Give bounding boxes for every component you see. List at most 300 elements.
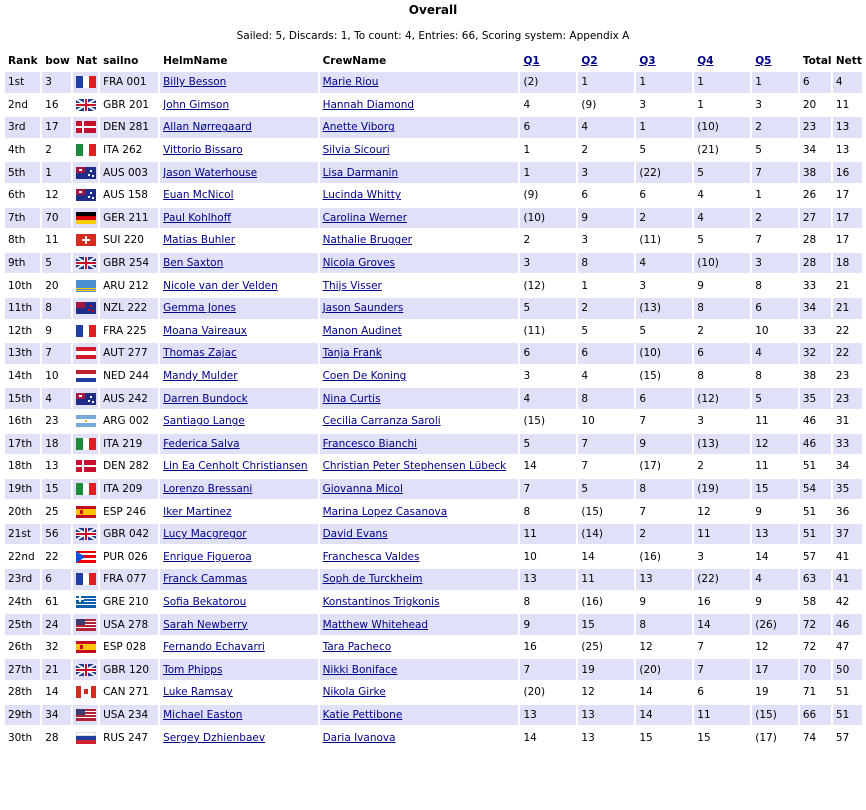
- helm-cell: [160, 614, 317, 635]
- sailno-cell: GRE 210: [100, 592, 158, 613]
- total-cell: 33: [800, 275, 831, 296]
- helm-name-link[interactable]: Tom Phipps: [163, 663, 223, 676]
- crew-name-link[interactable]: Christian Peter Stephensen Lübeck: [322, 460, 507, 473]
- helm-name-link[interactable]: Matias Buhler: [163, 234, 236, 247]
- crew-cell: [320, 727, 519, 748]
- q3-score: 3: [636, 275, 692, 296]
- col-q4-header[interactable]: [694, 52, 750, 70]
- esp-flag-icon: [76, 506, 96, 518]
- crew-name-link[interactable]: Nikki Boniface: [322, 663, 398, 676]
- q2-score: 19: [578, 659, 634, 680]
- helm-name-link[interactable]: Jason Waterhouse: [163, 166, 258, 179]
- q5-score: 12: [752, 434, 798, 455]
- table-row: [5, 298, 862, 319]
- table-row: [5, 253, 862, 274]
- nat-cell: [73, 727, 98, 748]
- table-row: [5, 162, 862, 183]
- helm-cell: [160, 727, 317, 748]
- q1-score: 7: [520, 659, 576, 680]
- nett-cell: 36: [833, 501, 862, 522]
- q1-score: (2): [520, 72, 576, 93]
- gbr-flag-icon: [76, 528, 96, 540]
- helm-cell: [160, 343, 317, 364]
- total-cell: 35: [800, 388, 831, 409]
- helm-cell: [160, 705, 317, 726]
- nat-cell: [73, 682, 98, 703]
- rank-cell: 11th: [5, 298, 40, 319]
- usa-flag-icon: [76, 709, 96, 721]
- nett-cell: 17: [833, 208, 862, 229]
- helm-name-link[interactable]: Sofia Bekatorou: [163, 595, 247, 608]
- nat-cell: [73, 388, 98, 409]
- nat-cell: [73, 117, 98, 138]
- helm-name-link[interactable]: Lucy Macgregor: [163, 528, 247, 541]
- crew-name-link[interactable]: Franchesca Valdes: [322, 550, 420, 563]
- q1-score: 5: [520, 434, 576, 455]
- q4-score: (22): [694, 569, 750, 590]
- helm-name-link[interactable]: Fernando Echavarri: [163, 641, 265, 654]
- esp-flag-icon: [76, 641, 96, 653]
- sailno-cell: ARG 002: [100, 411, 158, 432]
- helm-name-link[interactable]: Allan Nørregaard: [163, 121, 252, 134]
- nett-cell: 21: [833, 298, 862, 319]
- q3-score: 5: [636, 321, 692, 342]
- crew-cell: [320, 185, 519, 206]
- fra-flag-icon: [76, 325, 96, 337]
- helm-name-link[interactable]: Federica Salva: [163, 437, 240, 450]
- helm-name-link[interactable]: Mandy Mulder: [163, 370, 238, 383]
- bow-cell: 20: [42, 275, 71, 296]
- sailno-cell: NZL 222: [100, 298, 158, 319]
- bow-cell: 70: [42, 208, 71, 229]
- q4-score: 6: [694, 682, 750, 703]
- sailno-cell: USA 234: [100, 705, 158, 726]
- q3-score: 8: [636, 479, 692, 500]
- bow-cell: 24: [42, 614, 71, 635]
- q2-score: 9: [578, 208, 634, 229]
- q4-score: (19): [694, 479, 750, 500]
- bow-cell: 13: [42, 456, 71, 477]
- helm-cell: [160, 275, 317, 296]
- crew-name-link[interactable]: Nina Curtis: [322, 392, 381, 405]
- helm-name-link[interactable]: Lin Ea Cenholt Christiansen: [163, 460, 308, 473]
- q3-score: (10): [636, 343, 692, 364]
- table-row: [5, 524, 862, 545]
- bow-cell: 22: [42, 546, 71, 567]
- q4-score: (10): [694, 117, 750, 138]
- q3-score: 4: [636, 253, 692, 274]
- q5-score: 17: [752, 659, 798, 680]
- q3-score: 1: [636, 72, 692, 93]
- crew-name-link[interactable]: Coen De Koning: [322, 370, 407, 383]
- helm-cell: [160, 185, 317, 206]
- q5-score: 13: [752, 524, 798, 545]
- nat-cell: [73, 162, 98, 183]
- crew-cell: [320, 230, 519, 251]
- ned-flag-icon: [76, 370, 96, 382]
- nat-cell: [73, 95, 98, 116]
- crew-cell: [320, 208, 519, 229]
- rank-cell: 23rd: [5, 569, 40, 590]
- sailno-cell: FRA 001: [100, 72, 158, 93]
- sailno-cell: GER 211: [100, 208, 158, 229]
- q3-score: 1: [636, 117, 692, 138]
- helm-name-link[interactable]: Ben Saxton: [163, 257, 224, 270]
- helm-name-link[interactable]: Billy Besson: [163, 76, 227, 89]
- crew-cell: [320, 298, 519, 319]
- nat-cell: [73, 659, 98, 680]
- q3-score: (17): [636, 456, 692, 477]
- sort-q4-link[interactable]: Q4: [697, 55, 714, 67]
- crew-name-link[interactable]: Nicola Groves: [322, 257, 396, 270]
- q4-score: 11: [694, 705, 750, 726]
- q5-score: 8: [752, 366, 798, 387]
- total-cell: 32: [800, 343, 831, 364]
- total-cell: 46: [800, 411, 831, 432]
- q3-score: (20): [636, 659, 692, 680]
- q1-score: (15): [520, 411, 576, 432]
- aus-flag-icon: [76, 393, 96, 405]
- helm-name-link[interactable]: Michael Easton: [163, 708, 243, 721]
- q4-score: 14: [694, 614, 750, 635]
- helm-name-link[interactable]: Lorenzo Bressani: [163, 482, 253, 495]
- nat-cell: [73, 208, 98, 229]
- q5-score: 5: [752, 140, 798, 161]
- nat-cell: [73, 456, 98, 477]
- table-row: [5, 95, 862, 116]
- rank-cell: 14th: [5, 366, 40, 387]
- crew-name-link[interactable]: Marie Riou: [322, 76, 379, 89]
- helm-name-link[interactable]: Paul Kohlhoff: [163, 211, 231, 224]
- rank-cell: 17th: [5, 434, 40, 455]
- crew-cell: [320, 366, 519, 387]
- helm-name-link[interactable]: Enrique Figueroa: [163, 550, 252, 563]
- q2-score: 8: [578, 253, 634, 274]
- q5-score: 3: [752, 95, 798, 116]
- sailno-cell: ARU 212: [100, 275, 158, 296]
- helm-name-link[interactable]: Iker Martinez: [163, 505, 232, 518]
- total-cell: 51: [800, 524, 831, 545]
- sailno-cell: ESP 246: [100, 501, 158, 522]
- q4-score: 5: [694, 230, 750, 251]
- crew-name-link[interactable]: Lucinda Whitty: [322, 189, 402, 202]
- nett-cell: 51: [833, 705, 862, 726]
- q5-score: 8: [752, 275, 798, 296]
- rank-cell: 6th: [5, 185, 40, 206]
- bow-cell: 6: [42, 569, 71, 590]
- crew-name-link[interactable]: Jason Saunders: [322, 302, 404, 315]
- helm-name-link[interactable]: Sergey Dzhienbaev: [163, 731, 266, 744]
- q2-score: 3: [578, 162, 634, 183]
- q2-score: 13: [578, 705, 634, 726]
- crew-name-link[interactable]: Hannah Diamond: [322, 98, 415, 111]
- q5-score: 3: [752, 253, 798, 274]
- q1-score: 14: [520, 456, 576, 477]
- total-cell: 34: [800, 298, 831, 319]
- crew-cell: [320, 592, 519, 613]
- q2-score: 6: [578, 343, 634, 364]
- col-nett-header: Nett: [835, 55, 862, 67]
- q3-score: (16): [636, 546, 692, 567]
- helm-cell: [160, 411, 317, 432]
- q3-score: 2: [636, 524, 692, 545]
- table-row: [5, 501, 862, 522]
- crew-name-link[interactable]: Nathalie Brugger: [322, 234, 412, 247]
- sailno-cell: ESP 028: [100, 637, 158, 658]
- q3-score: 7: [636, 411, 692, 432]
- q2-score: 14: [578, 546, 634, 567]
- q1-score: 16: [520, 637, 576, 658]
- q4-score: 7: [694, 637, 750, 658]
- bow-cell: 56: [42, 524, 71, 545]
- rank-cell: 12th: [5, 321, 40, 342]
- sort-q2-link[interactable]: Q2: [581, 55, 598, 67]
- helm-cell: [160, 298, 317, 319]
- q1-score: (9): [520, 185, 576, 206]
- rank-cell: 4th: [5, 140, 40, 161]
- rank-cell: 30th: [5, 727, 40, 748]
- crew-name-link[interactable]: Marina Lopez Casanova: [322, 505, 448, 518]
- bow-cell: 12: [42, 185, 71, 206]
- q1-score: 10: [520, 546, 576, 567]
- crew-name-link[interactable]: Matthew Whitehead: [322, 618, 429, 631]
- helm-name-link[interactable]: Thomas Zajac: [163, 347, 237, 360]
- q1-score: 6: [520, 343, 576, 364]
- col-helm-header: HelmName: [163, 55, 228, 67]
- crew-cell: [320, 388, 519, 409]
- bow-cell: 4: [42, 388, 71, 409]
- rank-cell: 13th: [5, 343, 40, 364]
- crew-name-link[interactable]: Carolina Werner: [322, 211, 407, 224]
- q4-score: (13): [694, 434, 750, 455]
- helm-cell: [160, 479, 317, 500]
- q1-score: 13: [520, 569, 576, 590]
- nat-cell: [73, 185, 98, 206]
- nat-cell: [73, 546, 98, 567]
- table-row: [5, 343, 862, 364]
- crew-name-link[interactable]: Silvia Sicouri: [322, 144, 390, 157]
- sort-q3-link[interactable]: Q3: [639, 55, 656, 67]
- q4-score: (10): [694, 253, 750, 274]
- crew-name-link[interactable]: Daria Ivanova: [322, 731, 396, 744]
- sort-q1-link[interactable]: Q1: [523, 55, 540, 67]
- table-row: [5, 456, 862, 477]
- gre-flag-icon: [76, 596, 96, 608]
- total-cell: 72: [800, 637, 831, 658]
- aus-flag-icon: [76, 189, 96, 201]
- sailno-cell: FRA 225: [100, 321, 158, 342]
- crew-name-link[interactable]: David Evans: [322, 528, 388, 541]
- q4-score: 4: [694, 185, 750, 206]
- rank-cell: 15th: [5, 388, 40, 409]
- q1-score: (10): [520, 208, 576, 229]
- q4-score: 12: [694, 501, 750, 522]
- nat-cell: [73, 343, 98, 364]
- sailno-cell: FRA 077: [100, 569, 158, 590]
- q2-score: 1: [578, 72, 634, 93]
- nat-cell: [73, 705, 98, 726]
- nett-cell: 21: [833, 275, 862, 296]
- total-cell: 66: [800, 705, 831, 726]
- sailno-cell: GBR 201: [100, 95, 158, 116]
- total-cell: 51: [800, 501, 831, 522]
- q4-score: (12): [694, 388, 750, 409]
- helm-cell: [160, 72, 317, 93]
- nett-cell: 22: [833, 343, 862, 364]
- bow-cell: 17: [42, 117, 71, 138]
- helm-name-link[interactable]: Darren Bundock: [163, 392, 248, 405]
- q5-score: 11: [752, 456, 798, 477]
- table-row: [5, 388, 862, 409]
- q4-score: (21): [694, 140, 750, 161]
- helm-cell: [160, 569, 317, 590]
- nat-cell: [73, 569, 98, 590]
- crew-name-link[interactable]: Nikola Girke: [322, 686, 386, 699]
- nett-cell: 23: [833, 388, 862, 409]
- q3-score: 13: [636, 569, 692, 590]
- sailno-cell: RUS 247: [100, 727, 158, 748]
- sailno-cell: AUS 242: [100, 388, 158, 409]
- crew-cell: [320, 456, 519, 477]
- sailno-cell: DEN 281: [100, 117, 158, 138]
- q1-score: 1: [520, 162, 576, 183]
- sort-q5-link[interactable]: Q5: [755, 55, 772, 67]
- q2-score: 1: [578, 275, 634, 296]
- table-row: [5, 614, 862, 635]
- total-cell: 46: [800, 434, 831, 455]
- crew-name-link[interactable]: Lisa Darmanin: [322, 166, 399, 179]
- crew-name-link[interactable]: Tara Pacheco: [322, 641, 392, 654]
- col-q5-header[interactable]: [752, 52, 798, 70]
- helm-cell: [160, 95, 317, 116]
- col-q2-header[interactable]: [578, 52, 634, 70]
- q1-score: 2: [520, 230, 576, 251]
- q2-score: 10: [578, 411, 634, 432]
- table-row: [5, 705, 862, 726]
- crew-cell: [320, 411, 519, 432]
- bow-cell: 23: [42, 411, 71, 432]
- crew-name-link[interactable]: Konstantinos Trigkonis: [322, 595, 440, 608]
- q1-score: 8: [520, 501, 576, 522]
- nett-cell: 4: [833, 72, 862, 93]
- rank-cell: 7th: [5, 208, 40, 229]
- q5-score: 14: [752, 546, 798, 567]
- bow-cell: 18: [42, 434, 71, 455]
- rank-cell: 22nd: [5, 546, 40, 567]
- helm-name-link[interactable]: Santiago Lange: [163, 415, 245, 428]
- ita-flag-icon: [76, 483, 96, 495]
- crew-name-link[interactable]: Anette Viborg: [322, 121, 395, 134]
- rank-cell: 21st: [5, 524, 40, 545]
- nat-cell: [73, 72, 98, 93]
- helm-cell: [160, 501, 317, 522]
- q3-score: (13): [636, 298, 692, 319]
- q2-score: 12: [578, 682, 634, 703]
- q2-score: 7: [578, 456, 634, 477]
- sailno-cell: GBR 254: [100, 253, 158, 274]
- crew-name-link[interactable]: Tanja Frank: [322, 347, 382, 360]
- q5-score: 4: [752, 569, 798, 590]
- table-row: [5, 140, 862, 161]
- total-cell: 20: [800, 95, 831, 116]
- table-row: [5, 230, 862, 251]
- bow-cell: 25: [42, 501, 71, 522]
- sailno-cell: DEN 282: [100, 456, 158, 477]
- sailno-cell: AUS 158: [100, 185, 158, 206]
- nat-cell: [73, 592, 98, 613]
- aus-flag-icon: [76, 167, 96, 179]
- nat-cell: [73, 253, 98, 274]
- total-cell: 23: [800, 117, 831, 138]
- nett-cell: 37: [833, 524, 862, 545]
- crew-cell: [320, 434, 519, 455]
- helm-cell: [160, 230, 317, 251]
- helm-name-link[interactable]: Gemma Jones: [163, 302, 237, 315]
- q3-score: (22): [636, 162, 692, 183]
- sailno-cell: ITA 219: [100, 434, 158, 455]
- q4-score: 1: [694, 95, 750, 116]
- crew-cell: [320, 546, 519, 567]
- nat-cell: [73, 321, 98, 342]
- q3-score: 8: [636, 614, 692, 635]
- sailno-cell: AUT 277: [100, 343, 158, 364]
- helm-name-link[interactable]: Franck Cammas: [163, 573, 248, 586]
- helm-name-link[interactable]: Moana Vaireaux: [163, 324, 248, 337]
- crew-cell: [320, 682, 519, 703]
- crew-name-link[interactable]: Cecilia Carranza Saroli: [322, 415, 441, 428]
- nett-cell: 41: [833, 546, 862, 567]
- bow-cell: 7: [42, 343, 71, 364]
- q5-score: 6: [752, 298, 798, 319]
- rank-cell: 26th: [5, 637, 40, 658]
- helm-name-link[interactable]: Nicole van der Velden: [163, 279, 278, 292]
- col-rank-header: Rank: [8, 55, 38, 67]
- helm-cell: [160, 659, 317, 680]
- helm-name-link[interactable]: John Gimson: [163, 98, 230, 111]
- crew-name-link[interactable]: Giovanna Micol: [322, 482, 403, 495]
- q5-score: (26): [752, 614, 798, 635]
- nett-cell: 11: [833, 95, 862, 116]
- crew-name-link[interactable]: Soph de Turckheim: [322, 573, 423, 586]
- rank-cell: 18th: [5, 456, 40, 477]
- rank-cell: 5th: [5, 162, 40, 183]
- table-row: [5, 208, 862, 229]
- col-q3-header[interactable]: [636, 52, 692, 70]
- helm-name-link[interactable]: Vittorio Bissaro: [163, 144, 243, 157]
- helm-name-link[interactable]: Sarah Newberry: [163, 618, 248, 631]
- col-q1-header[interactable]: [520, 52, 576, 70]
- helm-name-link[interactable]: Luke Ramsay: [163, 686, 233, 699]
- nat-cell: [73, 140, 98, 161]
- helm-cell: [160, 321, 317, 342]
- crew-name-link[interactable]: Thijs Visser: [322, 279, 382, 292]
- crew-name-link[interactable]: Katie Pettibone: [322, 708, 403, 721]
- helm-cell: [160, 140, 317, 161]
- crew-name-link[interactable]: Manon Audinet: [322, 324, 402, 337]
- rank-cell: 8th: [5, 230, 40, 251]
- col-nat-header: Nat: [76, 55, 98, 67]
- crew-cell: [320, 275, 519, 296]
- q3-score: 3: [636, 95, 692, 116]
- crew-cell: [320, 117, 519, 138]
- q1-score: 13: [520, 705, 576, 726]
- sailno-cell: SUI 220: [100, 230, 158, 251]
- rank-cell: 29th: [5, 705, 40, 726]
- crew-name-link[interactable]: Francesco Bianchi: [322, 437, 418, 450]
- nett-cell: 13: [833, 140, 862, 161]
- nett-cell: 17: [833, 230, 862, 251]
- helm-name-link[interactable]: Euan McNicol: [163, 189, 234, 202]
